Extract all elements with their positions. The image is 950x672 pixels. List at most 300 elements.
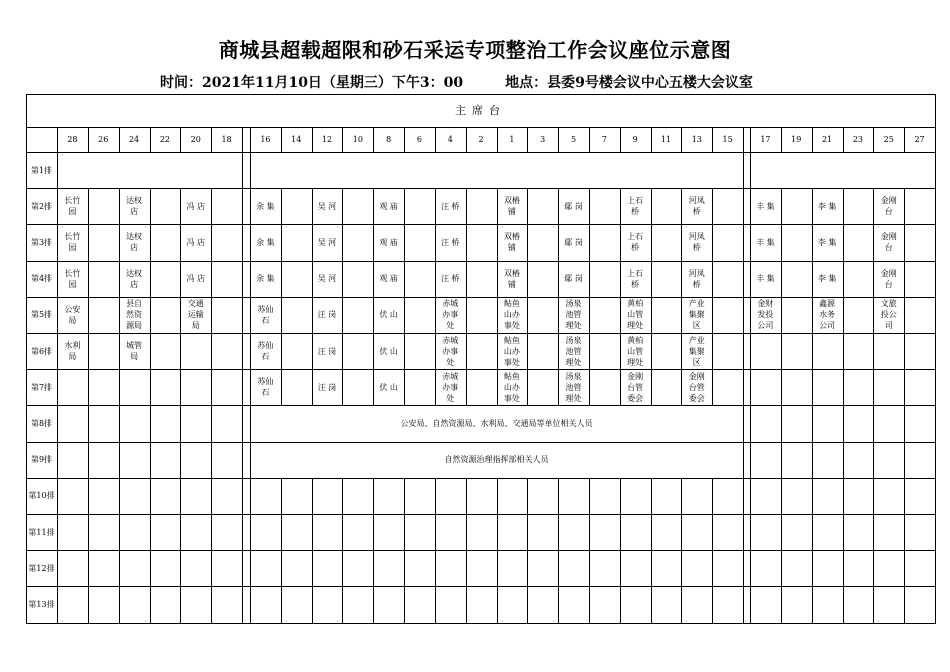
column-divider [373, 127, 374, 152]
seat-divider [88, 550, 89, 586]
seat-label: 上石 桥 [627, 196, 644, 217]
seat-divider [651, 514, 652, 550]
seat-divider [180, 405, 181, 441]
column-number: 28 [67, 135, 78, 144]
seat-divider [466, 586, 467, 623]
seat-divider [497, 478, 498, 514]
seat-divider [527, 297, 528, 333]
row-divider [26, 333, 935, 334]
seat-divider [812, 478, 813, 514]
row-label: 第3排 [30, 237, 53, 247]
seat-divider [466, 333, 467, 369]
merged-row-label: 自然资源治理指挥部相关人员 [444, 455, 549, 465]
seat-divider [281, 261, 282, 297]
seat-label: 上石 桥 [627, 232, 644, 253]
row-label: 第7排 [30, 382, 53, 392]
seat-divider [404, 478, 405, 514]
seat-divider [211, 297, 212, 333]
row-label: 第2排 [30, 201, 53, 211]
seat-label: 余 集 [256, 274, 275, 284]
seat-divider [342, 188, 343, 224]
column-divider [497, 127, 498, 152]
seat-divider [211, 224, 212, 260]
column-divider [873, 127, 874, 152]
seat-divider [651, 261, 652, 297]
seat-divider [843, 369, 844, 405]
row-divider [26, 261, 935, 262]
seat-label: 苏仙 石 [257, 341, 274, 362]
seat-divider [620, 550, 621, 586]
seat-divider [466, 224, 467, 260]
seat-label: 伏 山 [379, 382, 398, 392]
seat-divider [342, 333, 343, 369]
seat-label: 交通 运输 局 [187, 299, 204, 331]
seat-divider [589, 224, 590, 260]
seat-divider [88, 442, 89, 478]
seat-label: 双椿 铺 [503, 232, 520, 253]
seat-divider [150, 369, 151, 405]
seat-divider [150, 188, 151, 224]
seat-label: 李 集 [817, 201, 837, 211]
seat-label: 鲇鱼 山办 事处 [503, 371, 520, 403]
seat-divider [373, 514, 374, 550]
seat-divider [88, 297, 89, 333]
seat-label: 金刚 台管 委会 [627, 371, 644, 403]
seat-divider [88, 586, 89, 623]
seat-divider [904, 514, 905, 550]
seat-divider [873, 405, 874, 441]
seat-divider [712, 297, 713, 333]
seat-label: 李 集 [817, 237, 837, 247]
seat-divider [589, 514, 590, 550]
seat-divider [466, 188, 467, 224]
seat-label: 长竹 园 [64, 196, 81, 217]
seat-divider [904, 369, 905, 405]
seat-label: 黄柏 山管 理处 [627, 335, 644, 367]
seat-label: 观 庙 [379, 274, 398, 284]
seat-divider [589, 369, 590, 405]
seat-divider [527, 478, 528, 514]
row-divider [26, 188, 935, 189]
seat-divider [527, 333, 528, 369]
seat-label: 金刚 台 [880, 268, 897, 289]
seat-divider [712, 333, 713, 369]
seat-divider [843, 224, 844, 260]
seat-divider [843, 188, 844, 224]
seat-divider [88, 405, 89, 441]
column-number: 1 [509, 135, 515, 144]
seat-divider [281, 369, 282, 405]
seat-label: 观 庙 [379, 201, 398, 211]
column-number: 23 [852, 135, 863, 144]
seat-label: 冯 店 [186, 274, 206, 284]
seat-divider [527, 369, 528, 405]
seat-divider [812, 333, 813, 369]
seat-divider [781, 586, 782, 623]
seat-label: 鄢 岗 [564, 274, 583, 284]
seat-divider [843, 261, 844, 297]
seat-label: 达权 店 [126, 196, 143, 217]
row-divider [26, 550, 935, 551]
seat-divider [119, 586, 120, 623]
seat-divider [781, 261, 782, 297]
seat-divider [781, 514, 782, 550]
seat-divider [180, 333, 181, 369]
column-number: 16 [260, 135, 271, 144]
seat-divider [180, 478, 181, 514]
row-divider [26, 224, 935, 225]
seat-divider [150, 333, 151, 369]
seat-divider [651, 297, 652, 333]
column-divider [589, 127, 590, 152]
seat-label: 金刚 台 [880, 196, 897, 217]
seat-divider [150, 514, 151, 550]
column-divider [843, 127, 844, 152]
row-label: 第8排 [30, 418, 53, 428]
seat-divider [589, 297, 590, 333]
seat-divider [404, 188, 405, 224]
row-divider [26, 478, 935, 479]
row-label: 第13排 [28, 600, 55, 610]
seat-label: 余 集 [256, 201, 275, 211]
seat-divider [812, 405, 813, 441]
seat-label: 冯 店 [186, 201, 206, 211]
seat-divider [651, 369, 652, 405]
column-number: 12 [321, 135, 333, 144]
seat-divider [781, 478, 782, 514]
seat-label: 汪 桥 [441, 237, 460, 247]
seat-divider [404, 514, 405, 550]
seat-divider [119, 405, 120, 441]
seat-label: 鄢 岗 [564, 237, 583, 247]
seat-divider [781, 188, 782, 224]
column-number: 21 [821, 135, 833, 144]
seat-divider [681, 586, 682, 623]
seat-label: 汤泉 池管 理处 [565, 335, 582, 367]
seat-divider [435, 478, 436, 514]
seat-divider [211, 405, 212, 441]
seat-divider [781, 442, 782, 478]
seat-divider [812, 514, 813, 550]
seat-divider [812, 550, 813, 586]
seat-divider [404, 297, 405, 333]
seat-divider [180, 514, 181, 550]
seat-divider [558, 478, 559, 514]
seat-divider [466, 514, 467, 550]
column-divider [781, 127, 782, 152]
seat-divider [88, 478, 89, 514]
seat-divider [342, 478, 343, 514]
seat-divider [620, 586, 621, 623]
row-divider [26, 297, 935, 298]
seat-divider [781, 550, 782, 586]
seat-divider [180, 550, 181, 586]
seat-divider [150, 442, 151, 478]
seat-divider [589, 261, 590, 297]
column-number: 25 [883, 135, 894, 144]
seat-divider [812, 586, 813, 623]
seat-label: 汪 桥 [441, 274, 460, 284]
column-divider [88, 127, 89, 152]
seat-divider [873, 369, 874, 405]
row-label: 第1排 [30, 165, 53, 175]
seat-label: 黄柏 山管 理处 [627, 299, 644, 331]
seat-divider [119, 550, 120, 586]
column-number: 14 [291, 135, 302, 144]
seat-label: 余 集 [256, 237, 275, 247]
seat-divider [620, 514, 621, 550]
seat-label: 赤城 办事 处 [442, 299, 459, 331]
seat-divider [150, 224, 151, 260]
seat-divider [342, 586, 343, 623]
seat-divider [88, 369, 89, 405]
seat-divider [466, 261, 467, 297]
seat-label: 河凤 桥 [688, 196, 705, 217]
seat-divider [873, 514, 874, 550]
column-number: 19 [791, 135, 802, 144]
seat-divider [497, 514, 498, 550]
seat-label: 双椿 铺 [503, 196, 520, 217]
column-number: 20 [190, 135, 201, 144]
seat-divider [904, 405, 905, 441]
seat-label: 吴 河 [317, 201, 337, 211]
seat-divider [527, 514, 528, 550]
seat-divider [843, 550, 844, 586]
column-divider [342, 127, 343, 152]
seat-label: 汪 桥 [441, 201, 460, 211]
seat-divider [527, 224, 528, 260]
column-divider [119, 127, 120, 152]
seat-divider [904, 442, 905, 478]
column-number: 9 [632, 135, 638, 144]
row-label: 第12排 [28, 563, 55, 573]
seat-divider [466, 478, 467, 514]
seat-divider [150, 261, 151, 297]
column-number: 3 [540, 135, 546, 144]
seat-divider [904, 188, 905, 224]
seat-divider [712, 188, 713, 224]
aisle-line [743, 127, 744, 623]
column-divider [904, 127, 905, 152]
seat-label: 汪 岗 [317, 382, 337, 392]
seat-divider [342, 297, 343, 333]
seat-divider [119, 514, 120, 550]
column-number: 27 [914, 135, 925, 144]
seat-divider [812, 442, 813, 478]
seat-divider [781, 405, 782, 441]
seat-divider [904, 224, 905, 260]
seat-divider [88, 514, 89, 550]
seat-label: 金刚 台管 委会 [688, 371, 705, 403]
frame-bottom [26, 623, 935, 624]
seat-divider [589, 478, 590, 514]
seat-divider [527, 188, 528, 224]
column-divider [312, 127, 313, 152]
seat-label: 汪 岗 [317, 310, 337, 320]
seat-label: 公安 局 [64, 304, 81, 325]
column-number: 7 [601, 135, 607, 144]
seat-divider [904, 333, 905, 369]
meeting-location: 地点：县委9号楼会议中心五楼大会议室 [505, 75, 753, 91]
seat-divider [342, 224, 343, 260]
seat-label: 冯 店 [186, 237, 206, 247]
seat-divider [150, 550, 151, 586]
seat-divider [781, 369, 782, 405]
seat-divider [404, 224, 405, 260]
seat-divider [404, 586, 405, 623]
seat-divider [843, 333, 844, 369]
seat-divider [281, 224, 282, 260]
column-divider [150, 127, 151, 152]
seat-divider [312, 478, 313, 514]
seat-divider [873, 442, 874, 478]
column-divider [651, 127, 652, 152]
seat-divider [211, 261, 212, 297]
seat-label: 河凤 桥 [688, 268, 705, 289]
column-number: 10 [352, 135, 363, 144]
seat-divider [342, 550, 343, 586]
seat-divider [651, 586, 652, 623]
seat-divider [620, 478, 621, 514]
seat-divider [497, 550, 498, 586]
seat-divider [712, 514, 713, 550]
seat-divider [180, 586, 181, 623]
row-divider [26, 514, 935, 515]
seat-divider [651, 188, 652, 224]
seat-label: 县自 然资 源局 [126, 299, 143, 331]
seat-divider [211, 333, 212, 369]
seat-divider [342, 369, 343, 405]
seat-divider [904, 261, 905, 297]
seat-divider [843, 297, 844, 333]
column-number: 4 [447, 135, 453, 144]
seat-divider [373, 478, 374, 514]
seat-divider [404, 550, 405, 586]
row-label: 第10排 [28, 491, 55, 501]
column-number: 13 [691, 135, 702, 144]
column-divider [558, 127, 559, 152]
seat-label: 达权 店 [126, 232, 143, 253]
seat-divider [180, 369, 181, 405]
seat-divider [712, 261, 713, 297]
seat-divider [651, 478, 652, 514]
seat-label: 鲇鱼 山办 事处 [503, 335, 520, 367]
column-divider [180, 127, 181, 152]
column-divider [620, 127, 621, 152]
seat-divider [435, 586, 436, 623]
column-number: 24 [128, 135, 140, 144]
seat-divider [342, 514, 343, 550]
seat-divider [589, 188, 590, 224]
seat-divider [211, 550, 212, 586]
seat-divider [527, 586, 528, 623]
seat-divider [342, 261, 343, 297]
seat-label: 丰 集 [756, 237, 775, 247]
seat-divider [373, 550, 374, 586]
seat-divider [119, 369, 120, 405]
seat-divider [88, 188, 89, 224]
seat-divider [589, 586, 590, 623]
seat-divider [904, 297, 905, 333]
seat-divider [312, 586, 313, 623]
seat-divider [466, 297, 467, 333]
seat-label: 汤泉 池管 理处 [565, 299, 582, 331]
row-divider [26, 369, 935, 370]
seat-divider [873, 478, 874, 514]
seat-divider [435, 514, 436, 550]
seat-label: 城管 局 [126, 341, 143, 362]
seat-label: 上石 桥 [627, 268, 644, 289]
column-divider [435, 127, 436, 152]
seat-divider [211, 514, 212, 550]
seat-divider [88, 261, 89, 297]
seat-divider [904, 478, 905, 514]
seat-divider [211, 478, 212, 514]
column-divider [712, 127, 713, 152]
seat-label: 产业 集聚 区 [688, 299, 705, 331]
column-divider [527, 127, 528, 152]
meeting-time: 时间：2021年11月10日（星期三）下午3：00 [160, 75, 464, 91]
seat-label: 长竹 园 [64, 268, 81, 289]
seat-divider [843, 442, 844, 478]
row-label: 第5排 [30, 310, 53, 320]
seat-label: 吴 河 [317, 237, 337, 247]
seat-divider [651, 550, 652, 586]
row-divider [26, 586, 935, 587]
seat-label: 汪 岗 [317, 346, 337, 356]
seat-label: 伏 山 [379, 346, 398, 356]
seat-label: 文旅 投公 司 [880, 299, 897, 331]
column-number: 22 [159, 135, 170, 144]
seat-divider [781, 333, 782, 369]
seat-divider [466, 369, 467, 405]
column-number: 26 [98, 135, 109, 144]
seat-divider [312, 514, 313, 550]
seat-label: 苏仙 石 [257, 377, 274, 398]
seat-divider [88, 224, 89, 260]
column-number: 17 [760, 135, 771, 144]
seat-divider [651, 224, 652, 260]
seat-divider [873, 333, 874, 369]
seat-divider [812, 369, 813, 405]
seat-divider [873, 586, 874, 623]
seat-label: 李 集 [817, 274, 837, 284]
seat-label: 鑫源 水务 公司 [819, 299, 836, 331]
seat-divider [211, 369, 212, 405]
seat-divider [312, 550, 313, 586]
seat-divider [843, 514, 844, 550]
seat-divider [211, 442, 212, 478]
seat-label: 丰 集 [756, 274, 775, 284]
seat-label: 苏仙 石 [257, 304, 274, 325]
row-label: 第9排 [30, 455, 53, 465]
seat-divider [119, 478, 120, 514]
seat-divider [558, 550, 559, 586]
seat-divider [904, 550, 905, 586]
seat-divider [435, 550, 436, 586]
seat-divider [119, 442, 120, 478]
seat-label: 鄢 岗 [564, 201, 583, 211]
seat-divider [712, 369, 713, 405]
column-number: 18 [221, 135, 232, 144]
aisle-line [242, 127, 243, 623]
seat-label: 河凤 桥 [688, 232, 705, 253]
seat-divider [404, 369, 405, 405]
seat-label: 吴 河 [317, 274, 337, 284]
column-divider [211, 127, 212, 152]
column-divider [466, 127, 467, 152]
seat-divider [843, 586, 844, 623]
